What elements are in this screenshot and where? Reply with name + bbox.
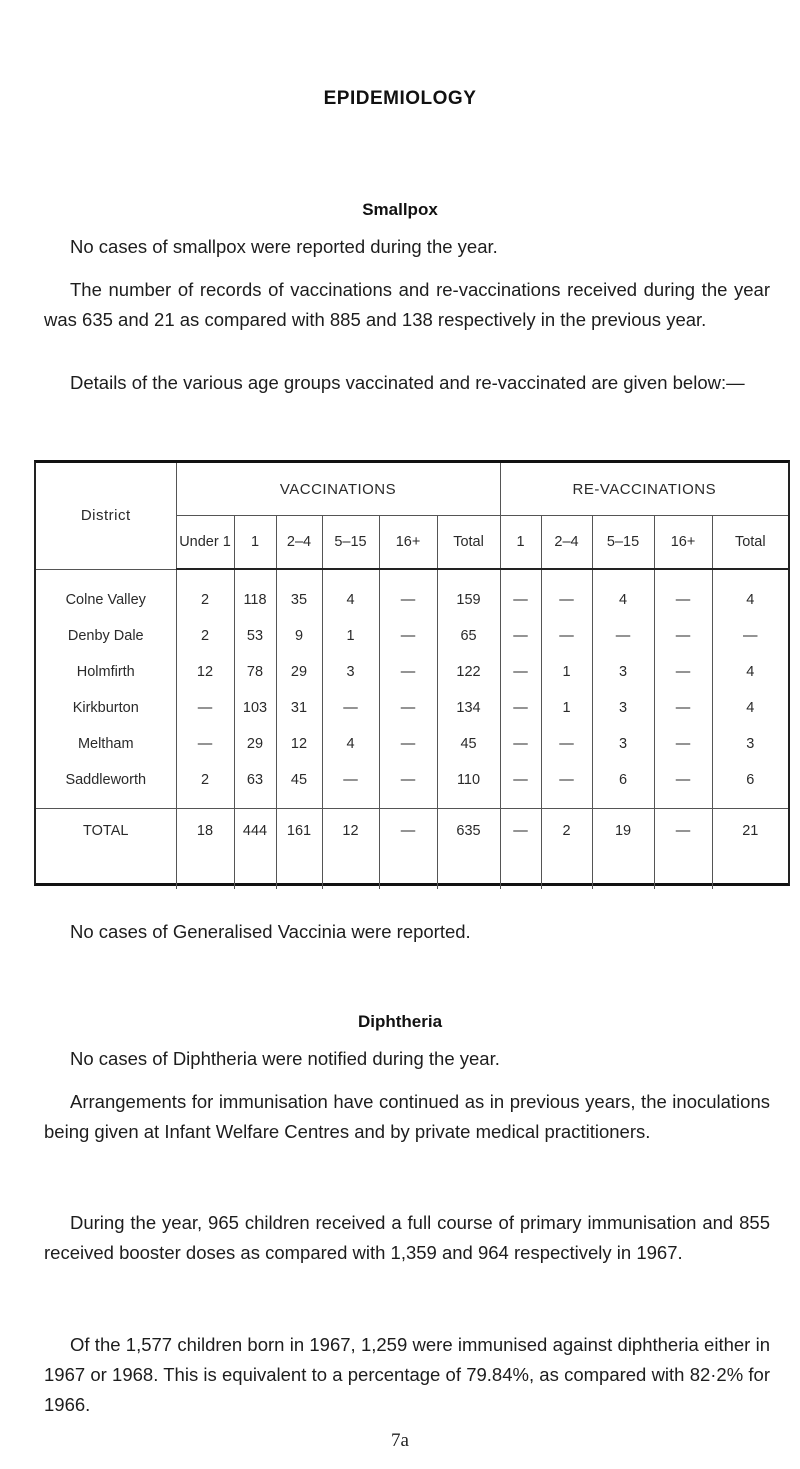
total-row: [36, 809, 788, 890]
total-vaccination-cell: —: [379, 809, 437, 890]
vaccination-count-cell: 29: [276, 654, 322, 690]
vaccination-count-cell: 45: [276, 762, 322, 809]
table-row: [36, 726, 788, 762]
total-label-cell: TOTAL: [36, 809, 176, 890]
vaccination-count-cell: 12: [176, 654, 234, 690]
vaccination-count-cell: —: [379, 690, 437, 726]
diphtheria-paragraph-2: Arrangements for immunisation have continued as in previous years, the inoculations being given at Infant Welfare Centres and by private medical practitioners.: [44, 1091, 770, 1142]
column-header: 1: [500, 516, 541, 570]
vaccination-count-cell: —: [379, 726, 437, 762]
vaccination-count-cell: —: [176, 726, 234, 762]
vaccination-count-cell: 53: [234, 618, 276, 654]
revaccination-count-cell: 1: [541, 654, 592, 690]
diphtheria-heading: Diphtheria: [357, 1012, 443, 1031]
vaccination-count-cell: —: [322, 762, 379, 809]
vaccination-count-cell: 103: [234, 690, 276, 726]
column-header: 1: [234, 516, 276, 570]
vaccination-count-cell: —: [379, 618, 437, 654]
total-vaccination-cell: 635: [437, 809, 500, 890]
revaccination-count-cell: —: [712, 618, 788, 654]
revaccination-count-cell: —: [541, 569, 592, 618]
revaccination-count-cell: —: [500, 726, 541, 762]
smallpox-paragraph-3: Details of the various age groups vaccinated and re-vaccinated are given below:—: [70, 372, 745, 393]
revaccination-count-cell: —: [541, 762, 592, 809]
district-name-cell: Denby Dale: [67, 628, 144, 644]
diphtheria-paragraph-3: During the year, 965 children received a full course of primary immunisation and 855 received booster doses as compared with 1,359 and 964 respectively in 1967.: [44, 1212, 770, 1263]
diphtheria-paragraph-1: No cases of Diphtheria were notified during the year.: [70, 1048, 500, 1069]
revaccinations-header: RE-VACCINATIONS: [500, 463, 788, 516]
vaccination-count-cell: —: [176, 690, 234, 726]
district-name-cell: Kirkburton: [72, 700, 139, 716]
vaccination-count-cell: 1: [322, 618, 379, 654]
revaccination-count-cell: —: [500, 569, 541, 618]
vaccination-count-cell: —: [379, 569, 437, 618]
revaccination-count-cell: 3: [712, 726, 788, 762]
vaccination-count-cell: 2: [176, 618, 234, 654]
total-revaccination-cell: 21: [712, 809, 788, 890]
revaccination-count-cell: —: [654, 762, 712, 809]
revaccination-count-cell: —: [592, 618, 654, 654]
column-header: 16+: [654, 516, 712, 570]
vaccination-count-cell: 9: [276, 618, 322, 654]
total-vaccination-cell: 18: [176, 809, 234, 890]
total-vaccination-cell: 161: [276, 809, 322, 890]
vaccination-count-cell: 78: [234, 654, 276, 690]
vaccination-count-cell: 3: [322, 654, 379, 690]
table-row: [36, 762, 788, 809]
revaccination-count-cell: —: [500, 654, 541, 690]
revaccination-count-cell: —: [541, 726, 592, 762]
district-name-cell: Saddleworth: [65, 772, 147, 788]
vaccination-count-cell: 2: [176, 762, 234, 809]
vaccination-count-cell: 4: [322, 726, 379, 762]
revaccination-count-cell: 4: [712, 690, 788, 726]
revaccination-count-cell: —: [500, 618, 541, 654]
total-revaccination-cell: 2: [541, 809, 592, 890]
total-revaccination-cell: —: [500, 809, 541, 890]
table-row: [36, 569, 788, 618]
column-header: 2–4: [276, 516, 322, 570]
revaccination-count-cell: 3: [592, 690, 654, 726]
table-group-header-row: [36, 463, 788, 516]
diphtheria-paragraph-4: Of the 1,577 children born in 1967, 1,259 were immunised against diphtheria either in 1967 or 1968. This is equivalent to a percentage of 79.84%, as compared with 82·2% for 1966.: [44, 1334, 770, 1415]
vaccination-count-cell: 31: [276, 690, 322, 726]
revaccination-count-cell: —: [500, 762, 541, 809]
vaccination-count-cell: 63: [234, 762, 276, 809]
table-row: [36, 618, 788, 654]
vaccination-count-cell: 12: [276, 726, 322, 762]
revaccination-count-cell: —: [654, 690, 712, 726]
column-header: Total: [712, 516, 788, 570]
vaccination-count-cell: 159: [437, 569, 500, 618]
smallpox-paragraph-1: No cases of smallpox were reported during the year.: [70, 236, 498, 257]
vaccinations-header: VACCINATIONS: [176, 463, 500, 516]
total-vaccination-cell: 444: [234, 809, 276, 890]
revaccination-count-cell: —: [654, 618, 712, 654]
column-header: 2–4: [541, 516, 592, 570]
smallpox-heading: Smallpox: [362, 200, 438, 219]
vaccination-count-cell: 65: [437, 618, 500, 654]
district-name-cell: Meltham: [77, 736, 134, 752]
page-title: EPIDEMIOLOGY: [323, 88, 477, 109]
district-name-cell: Holmfirth: [76, 664, 135, 680]
column-header: Total: [437, 516, 500, 570]
vaccination-count-cell: —: [379, 762, 437, 809]
vaccination-count-cell: —: [379, 654, 437, 690]
total-revaccination-cell: —: [654, 809, 712, 890]
column-header: 16+: [379, 516, 437, 570]
revaccination-count-cell: 4: [592, 569, 654, 618]
table-row: [36, 690, 788, 726]
smallpox-paragraph-2: The number of records of vaccinations and re-vaccinations received during the year was 635 and 21 as compared with 885 and 138 respectively in the previous year.: [44, 279, 770, 330]
revaccination-count-cell: 3: [592, 726, 654, 762]
revaccination-count-cell: 4: [712, 654, 788, 690]
page-number: 7a: [391, 1430, 409, 1451]
vaccination-count-cell: 29: [234, 726, 276, 762]
revaccination-count-cell: 1: [541, 690, 592, 726]
vaccination-count-cell: 134: [437, 690, 500, 726]
column-header: Under 1: [176, 516, 234, 570]
vaccination-count-cell: —: [322, 690, 379, 726]
vaccination-count-cell: 118: [234, 569, 276, 618]
revaccination-count-cell: —: [654, 654, 712, 690]
revaccination-count-cell: —: [654, 726, 712, 762]
vaccinia-note: No cases of Generalised Vaccinia were reported.: [70, 921, 471, 942]
vaccination-count-cell: 2: [176, 569, 234, 618]
table-body: [36, 569, 788, 889]
vaccination-count-cell: 45: [437, 726, 500, 762]
vaccination-count-cell: 110: [437, 762, 500, 809]
total-revaccination-cell: 19: [592, 809, 654, 890]
revaccination-count-cell: 6: [712, 762, 788, 809]
column-header: 5–15: [592, 516, 654, 570]
revaccination-count-cell: —: [654, 569, 712, 618]
column-header: 5–15: [322, 516, 379, 570]
vaccination-table-grid: [36, 463, 788, 889]
total-vaccination-cell: 12: [322, 809, 379, 890]
revaccination-count-cell: 6: [592, 762, 654, 809]
vaccination-count-cell: 4: [322, 569, 379, 618]
vaccination-count-cell: 35: [276, 569, 322, 618]
district-name-cell: Colne Valley: [65, 591, 146, 608]
revaccination-count-cell: —: [541, 618, 592, 654]
table-row: [36, 654, 788, 690]
revaccination-count-cell: 3: [592, 654, 654, 690]
revaccination-count-cell: 4: [712, 569, 788, 618]
vaccination-count-cell: 122: [437, 654, 500, 690]
district-header: District: [36, 463, 176, 569]
vaccination-table: [34, 460, 790, 886]
revaccination-count-cell: —: [500, 690, 541, 726]
